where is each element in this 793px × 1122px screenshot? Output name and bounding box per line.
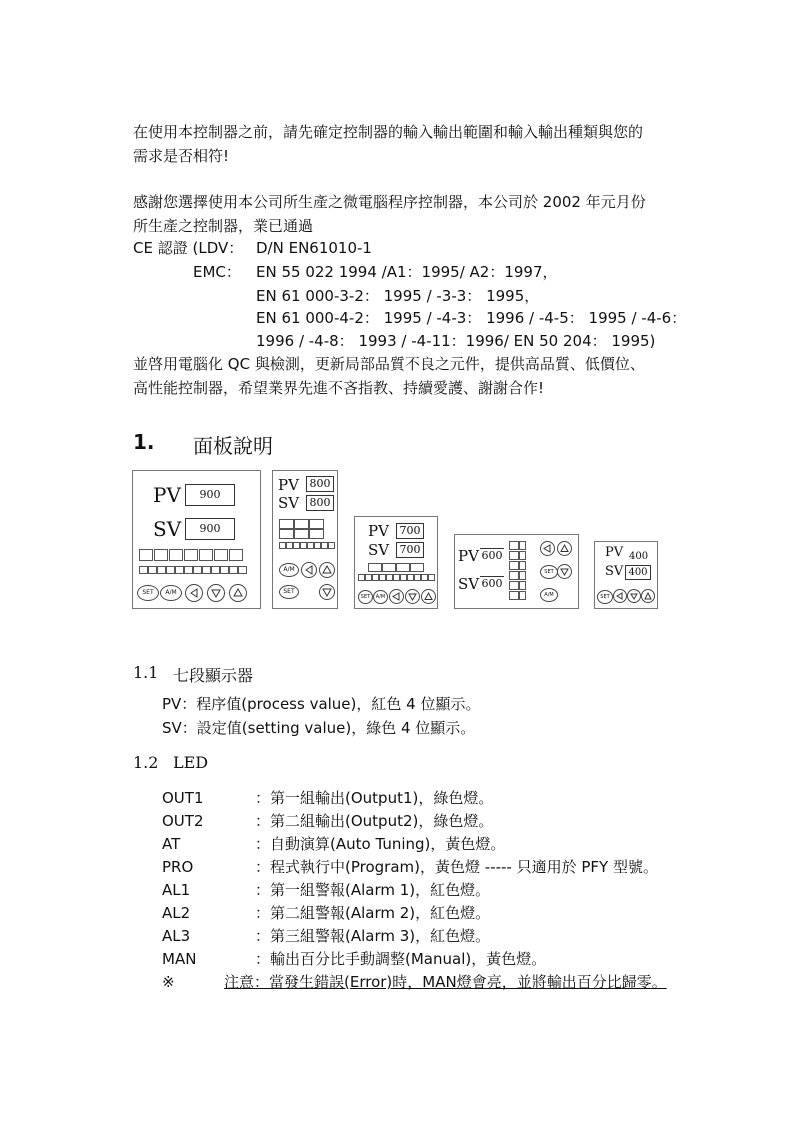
led-indicator [328, 542, 335, 549]
led-value: ：輸出百分比手動調整(Manual)，黃色燈。 [255, 950, 547, 968]
left-arrow-icon[interactable] [185, 584, 203, 602]
led-indicator [139, 549, 153, 561]
controller-panel-4 [454, 534, 579, 609]
led-indicator [279, 529, 294, 539]
led-indicator [414, 574, 421, 581]
set-button[interactable]: SET [597, 590, 613, 604]
led-indicator [238, 566, 247, 574]
sv-label: SV [278, 494, 300, 512]
pv-display: 400 [629, 551, 649, 562]
subsection-number: 1.1 [133, 663, 159, 682]
pv-label: PV [368, 522, 389, 540]
led-indicator [509, 541, 519, 550]
pv-display: 900 [185, 484, 235, 506]
sv-display: 400 [625, 565, 651, 580]
led-indicator [393, 574, 400, 581]
led-indicator [307, 542, 314, 549]
section-number: 1. [133, 430, 155, 454]
subsection-number: 1.2 [133, 753, 159, 772]
pv-description: PV：程序值(process value)，紅色 4 位顯示。 [162, 695, 481, 713]
am-button[interactable]: A/M [540, 588, 558, 602]
led-indicator [166, 566, 175, 574]
set-button[interactable]: SET [137, 585, 159, 601]
led-indicator [279, 542, 286, 549]
pv-display: 600 [481, 549, 503, 562]
pv-display: 800 [306, 476, 334, 492]
led-indicator [214, 549, 228, 561]
set-button[interactable]: SET [279, 585, 299, 599]
intro-line-1: 在使用本控制器之前，請先確定控制器的輸入輸出範圍和輸入輸出種類與您的 [133, 123, 644, 141]
sv-display: 600 [481, 577, 503, 590]
intro-line-2: 需求是否相符! [133, 147, 230, 165]
led-key: AT [162, 835, 181, 853]
ce-label: CE 認證 (LDV： [133, 239, 244, 257]
led-indicator [519, 541, 526, 550]
led-indicator [509, 551, 519, 560]
sv-label: SV [605, 564, 624, 579]
pv-label: PV [605, 545, 624, 560]
led-indicator [193, 566, 202, 574]
thanks-line-2: 所生產之控制器，業已通過 [133, 217, 314, 235]
led-value: ：程式執行中(Program)，黃色燈 ----- 只適用於 PFY 型號。 [255, 858, 658, 876]
led-indicator [519, 551, 526, 560]
pv-label: PV [458, 547, 479, 565]
led-indicator [157, 566, 166, 574]
led-value: ：第三組警報(Alarm 3)，紅色燈。 [255, 927, 491, 945]
left-arrow-icon[interactable] [301, 562, 317, 578]
led-indicator [229, 566, 238, 574]
led-indicator [220, 566, 229, 574]
pv-display: 700 [396, 523, 424, 539]
controller-panel-3 [354, 516, 438, 609]
led-indicator [400, 574, 407, 581]
led-indicator [279, 519, 294, 529]
led-indicator [309, 529, 324, 539]
led-indicator [148, 566, 157, 574]
down-arrow-icon[interactable] [319, 584, 335, 600]
note-text: 注意：當發生錯誤(Error)時，MAN燈會亮，並將輸出百分比歸零。 [224, 973, 667, 991]
left-arrow-icon[interactable] [389, 589, 404, 604]
led-indicator [199, 549, 213, 561]
led-indicator [386, 574, 393, 581]
led-key: PRO [162, 858, 194, 876]
led-indicator [229, 549, 243, 561]
led-indicator [321, 542, 328, 549]
led-key: OUT1 [162, 789, 204, 807]
sv-description: SV：設定值(setting value)，綠色 4 位顯示。 [162, 719, 476, 737]
led-indicator [396, 563, 410, 572]
led-indicator [294, 519, 309, 529]
led-indicator [379, 574, 386, 581]
subsection-title: 七段顯示器 [173, 666, 254, 685]
led-indicator [358, 574, 365, 581]
sv-label: SV [153, 517, 182, 541]
led-indicator [519, 571, 526, 580]
led-indicator [382, 563, 396, 572]
down-arrow-icon[interactable] [207, 584, 225, 602]
subsection-title: LED [173, 753, 209, 772]
left-arrow-icon[interactable] [540, 541, 555, 556]
led-indicator [509, 561, 519, 570]
sv-display: 700 [396, 542, 424, 558]
led-indicator [509, 591, 519, 600]
led-indicator [368, 563, 382, 572]
emc-label: EMC： [193, 263, 241, 281]
led-indicator [169, 549, 183, 561]
led-indicator [428, 574, 435, 581]
up-arrow-icon[interactable] [557, 541, 572, 556]
led-value: ：第二組警報(Alarm 2)，紅色燈。 [255, 904, 491, 922]
up-arrow-icon[interactable] [641, 589, 655, 603]
down-arrow-icon[interactable] [557, 564, 572, 579]
led-value: ：第二組輸出(Output2)，綠色燈。 [255, 812, 494, 830]
note-mark: ※ [162, 973, 175, 991]
thanks-line-1: 感謝您選擇使用本公司所生產之微電腦程序控制器，本公司於 2002 年元月份 [133, 193, 646, 211]
controller-panel-1 [132, 470, 261, 609]
led-indicator [519, 561, 526, 570]
sv-label: SV [458, 575, 480, 593]
am-button[interactable]: A/M [373, 590, 388, 604]
led-indicator [509, 581, 519, 590]
emc-line-1: EN 55 022 1994 /A1：1995/ A2：1997， [256, 263, 558, 281]
led-indicator [372, 574, 379, 581]
up-arrow-icon[interactable] [229, 584, 247, 602]
led-indicator [286, 542, 293, 549]
controller-panel-5 [594, 541, 658, 609]
led-indicator [309, 519, 324, 529]
section-title: 面板說明 [193, 434, 273, 458]
am-button[interactable]: A/M [279, 563, 299, 577]
led-indicator [184, 549, 198, 561]
thanks-line-4: 高性能控制器，希望業界先進不吝指教、持續愛護、謝謝合作! [133, 379, 545, 397]
led-indicator [294, 529, 309, 539]
led-value: ：第一組警報(Alarm 1)，紅色燈。 [255, 881, 491, 899]
thanks-line-3: 並啓用電腦化 QC 與檢測，更新局部品質不良之元件，提供高品質、低價位、 [133, 355, 645, 373]
led-key: MAN [162, 950, 197, 968]
emc-line-4: 1996 / -4-8： 1993 / -4-11：1996/ EN 50 204： 1995) [256, 332, 656, 350]
led-indicator [365, 574, 372, 581]
led-indicator [139, 566, 148, 574]
led-key: OUT2 [162, 812, 204, 830]
led-indicator [519, 581, 526, 590]
pv-label: PV [153, 483, 181, 507]
led-indicator [293, 542, 300, 549]
led-indicator [407, 574, 414, 581]
set-button[interactable]: SET [358, 590, 373, 604]
sv-label: SV [368, 541, 390, 559]
led-indicator [300, 542, 307, 549]
down-arrow-icon[interactable] [627, 589, 641, 603]
led-key: AL1 [162, 881, 191, 899]
led-indicator [509, 571, 519, 580]
down-arrow-icon[interactable] [405, 589, 420, 604]
left-arrow-icon[interactable] [613, 589, 627, 603]
led-key: AL3 [162, 927, 191, 945]
pv-label: PV [278, 476, 299, 494]
led-indicator [175, 566, 184, 574]
led-indicator [519, 591, 526, 600]
controller-panel-2 [272, 470, 338, 609]
am-button[interactable]: A/M [160, 585, 182, 601]
emc-line-3: EN 61 000-4-2： 1995 / -4-3： 1996 / -4-5： 1995 / -4-6： [256, 309, 687, 327]
led-indicator [314, 542, 321, 549]
led-key: AL2 [162, 904, 191, 922]
led-indicator [211, 566, 220, 574]
up-arrow-icon[interactable] [319, 562, 335, 578]
led-indicator [202, 566, 211, 574]
up-arrow-icon[interactable] [421, 589, 436, 604]
set-button[interactable]: SET [540, 565, 558, 579]
led-indicator [184, 566, 193, 574]
ce-value: D/N EN61010-1 [256, 239, 372, 257]
emc-line-2: EN 61 000-3-2： 1995 / -3-3： 1995， [256, 287, 540, 305]
led-indicator [421, 574, 428, 581]
led-indicator [410, 563, 424, 572]
led-indicator [154, 549, 168, 561]
sv-display: 900 [185, 518, 235, 540]
led-value: ：第一組輸出(Output1)，綠色燈。 [255, 789, 494, 807]
led-value: ：自動演算(Auto Tuning)，黃色燈。 [255, 835, 506, 853]
sv-display: 800 [306, 495, 334, 511]
